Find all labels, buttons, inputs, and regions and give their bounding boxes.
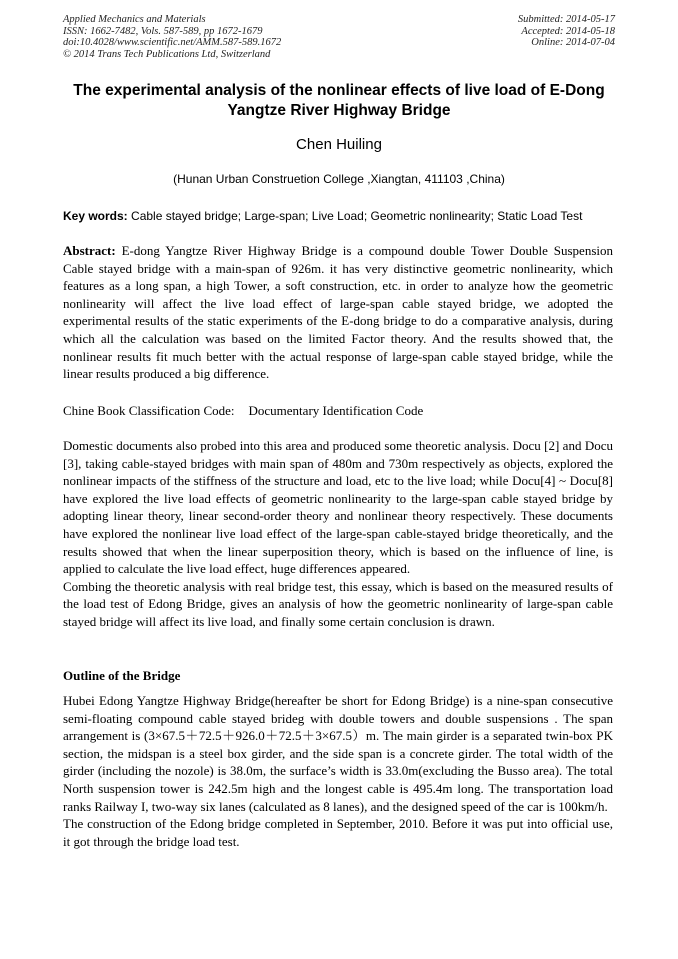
outline-section: [63, 692, 613, 850]
abstract-paragraph: [63, 242, 613, 383]
paper-title: [40, 81, 638, 121]
title-line-1: The experimental analysis of the nonlinear effects of live load of E-Dong: [73, 82, 605, 99]
introduction-section: [63, 437, 613, 631]
accepted-date: Accepted: 2014-05-18: [521, 25, 615, 37]
journal-info-header: [63, 14, 281, 60]
intro-paragraph-1: Domestic documents also probed into this area and produced some theoretic analysis. Docu [2] and Docu [3], taking cable-stayed bridges with main span of 480m and 730m respectively as objects, explored the nonlinear impacts of the stiffness of the structure and load, etc to the live load; while Docu[4] ~ Docu[8] have explored the live load effects of geometric nonlinearity to the large-span cable stayed bridge by adopting linear theory, linear second-order theory and nonlinear theory respectively. These documents have explored the nonlinear live load effect of the large-span cable-stayed bridge theoretically, and the results showed that when the linear superposition theory, which is based on the influence of line, is applied to calculate the live load effect, huge differences appeared.: [63, 438, 613, 577]
copyright-line: © 2014 Trans Tech Publications Ltd, Switzerland: [63, 48, 271, 60]
section-heading-outline: Outline of the Bridge: [63, 668, 181, 683]
dates-header: [518, 14, 615, 49]
doi-line: doi:10.4028/www.scientific.net/AMM.587-589.1672: [63, 37, 282, 48]
outline-paragraph-1: Hubei Edong Yangtze Highway Bridge(hereafter be short for Edong Bridge) is a nine-span consecutive semi-floating compound cable stayed brideg with double towers and double suspensions . The span arrangement is (3×67.5＋72.5＋926.0＋72.5＋3×67.5）m. The main girder is a separated twin-box PK section, the midspan is a steel box girder, and the side span is a concrete girder. The total width of the girder (including the nozole) is 38.0m, the surface’s width is 33.0m(excluding the Busso area). The total North suspension tower is 242.5m high and the longest cable is 495.4m long. The transportation load ranks Railway I, two-way six lanes (calculated as 8 lanes), and the designed speed of the car is 100km/h.: [63, 693, 613, 814]
outline-paragraph-2: The construction of the Edong bridge completed in September, 2010. Before it was put into official use, it got through the bridge load test.: [63, 816, 613, 849]
online-date: Online: 2014-07-04: [531, 37, 615, 48]
keywords-label: Key words:: [63, 209, 128, 223]
issn-line: ISSN: 1662-7482, Vols. 587-589, pp 1672-1679: [63, 25, 263, 37]
journal-name: Applied Mechanics and Materials: [63, 14, 206, 25]
keywords-text: Cable stayed bridge; Large-span; Live Load; Geometric nonlinearity; Static Load Test: [127, 209, 583, 223]
title-line-2: Yangtze River Highway Bridge: [227, 102, 451, 119]
keywords-line: [63, 209, 623, 224]
intro-paragraph-2: Combing the theoretic analysis with real bridge test, this essay, which is based on the measured results of the load test of Edong Bridge, gives an analysis of how the geometric nonlinearity of large-span cable stayed bridge will affect its live load, and finally some certain conclusion is drawn.: [63, 578, 613, 629]
author-name: Chen Huiling: [296, 136, 382, 153]
submitted-date: Submitted: 2014-05-17: [517, 14, 615, 25]
classification-line: [63, 402, 613, 420]
classification-code: Chine Book Classification Code:: [63, 403, 235, 418]
author-affiliation: (Hunan Urban Construetion College ,Xiangtan, 411103 ,China): [173, 172, 505, 186]
identification-code: Documentary Identification Code: [248, 403, 424, 418]
abstract-text: E-dong Yangtze River Highway Bridge is a compound double Tower Double Suspension Cable stayed bridge with a main-span of 926m. it has very distinctive geometric nonlinearity, which features as a long span, a high Tower, a soft construction, etc. in order to analyze how the geometric nonlinearity will affect the live load effect of large-span cable stayed bridge, we adopted the experimental results of the static experiments of the E-dong bridge to do a comparative analysis, during which all the calculation was based on the limited Factor theory. And the results showed that, the nonlinear results fit much better with the actual response of large-span cable stayed bridge, while the linear results produced a big difference.: [63, 243, 613, 382]
abstract-label: Abstract:: [63, 243, 116, 258]
